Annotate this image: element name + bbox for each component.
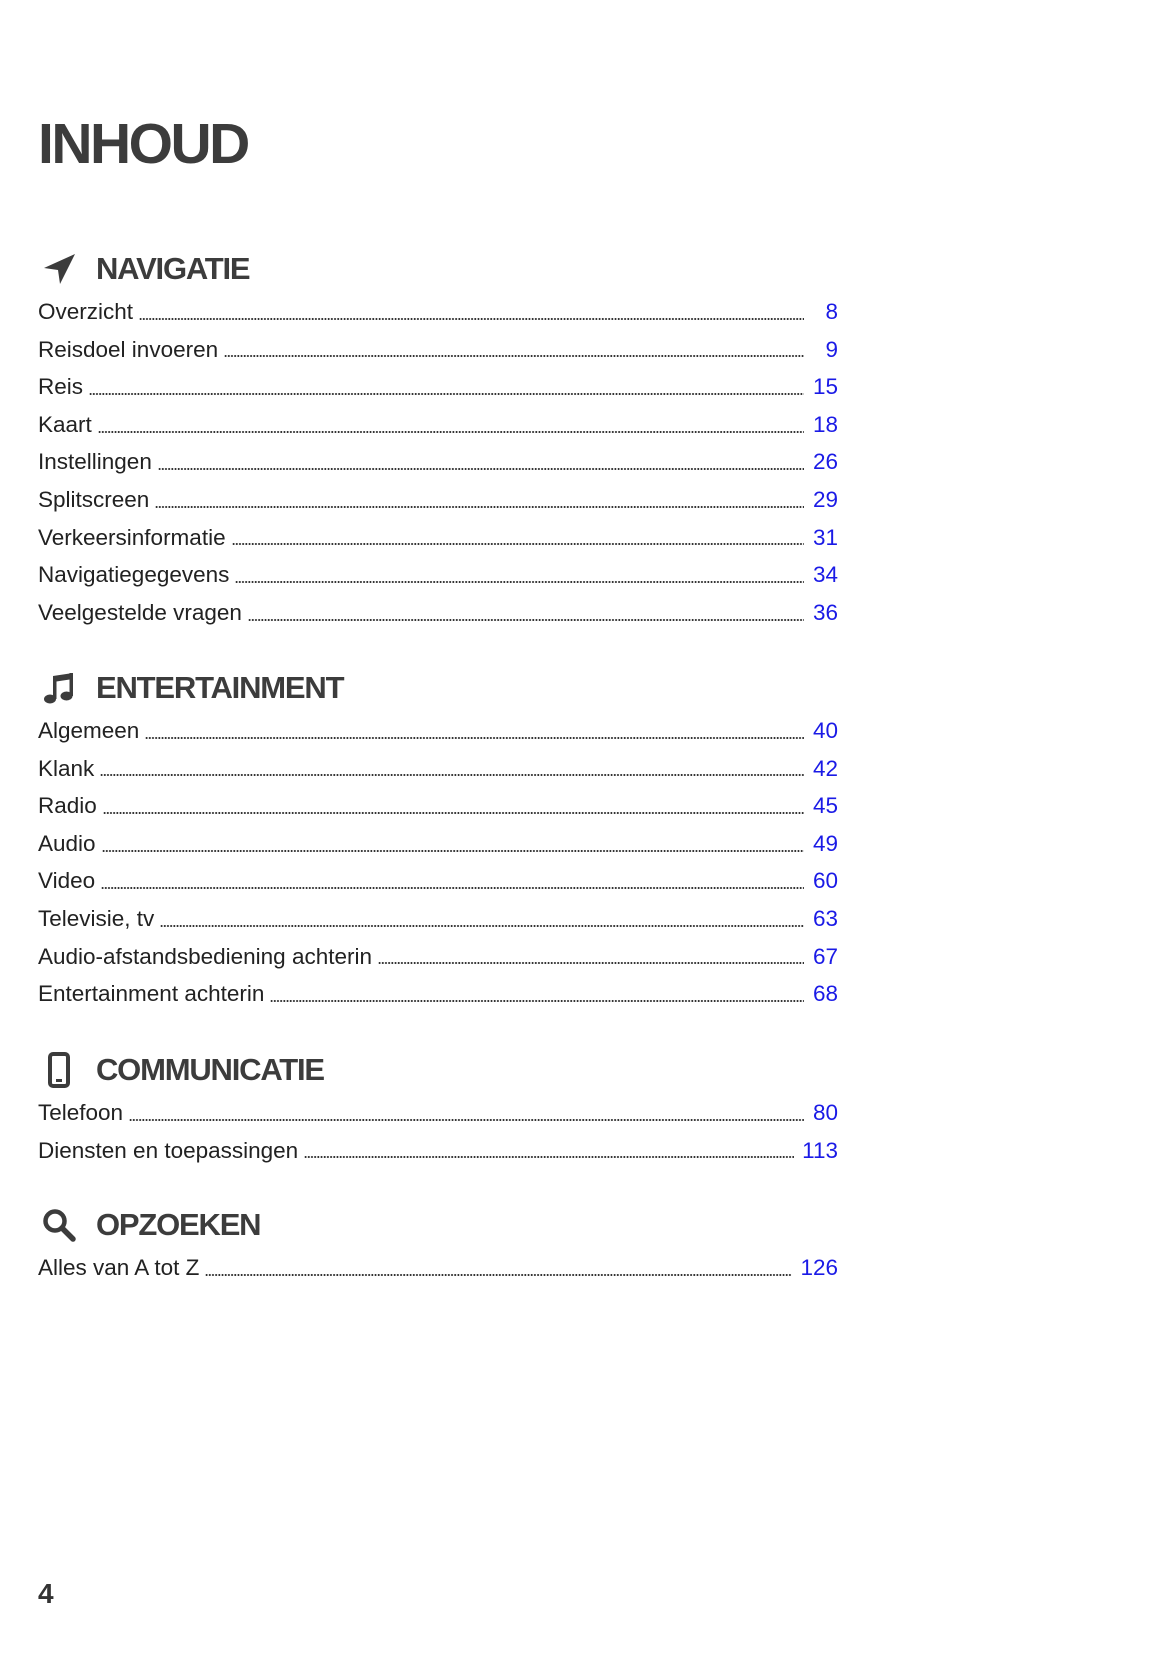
toc-entry-page-link[interactable]: 49	[812, 830, 838, 856]
toc-entry-algemeen[interactable]	[38, 712, 838, 750]
toc-entry-page-link[interactable]: 68	[812, 981, 838, 1007]
toc-entry-label: Navigatiegegevens	[38, 562, 230, 588]
toc-entry-verkeersinformatie[interactable]	[38, 519, 838, 557]
section-navigatie	[38, 247, 838, 631]
toc-entry-kaart[interactable]	[38, 406, 838, 444]
section-title: NAVIGATIE	[96, 251, 250, 286]
page-title: INHOUD	[38, 112, 248, 176]
toc-entry-label: Entertainment achterin	[38, 981, 265, 1007]
toc-entry-page-link[interactable]: 113	[802, 1137, 838, 1163]
toc-entry-label: Splitscreen	[38, 486, 150, 512]
section-title: COMMUNICATIE	[96, 1052, 324, 1087]
toc-entry-label: Radio	[38, 793, 97, 819]
dot-leader	[235, 581, 804, 583]
toc-entry-label: Video	[38, 868, 96, 894]
toc-entry-label: Reisdoel invoeren	[38, 336, 219, 362]
section-opzoeken	[38, 1203, 838, 1287]
toc-entry-label: Instellingen	[38, 449, 152, 475]
section-title: ENTERTAINMENT	[96, 670, 344, 705]
toc-entry-page-link[interactable]: 34	[812, 562, 838, 588]
toc-entry-label: Diensten en toepassingen	[38, 1137, 299, 1163]
toc-entry-diensten-en-toepassingen[interactable]	[38, 1132, 838, 1170]
toc-entry-page-link[interactable]: 26	[812, 449, 838, 475]
dot-leader	[100, 774, 804, 776]
toc-list	[38, 1249, 838, 1287]
toc-entry-page-link[interactable]: 42	[812, 755, 838, 781]
toc-entry-entertainment-achterin[interactable]	[38, 975, 838, 1013]
toc-entry-page-link[interactable]: 18	[812, 411, 838, 437]
toc-entry-page-link[interactable]: 8	[825, 299, 838, 324]
toc-entry-alles-van-a-tot-z[interactable]	[38, 1249, 838, 1287]
toc-entry-video[interactable]	[38, 862, 838, 900]
toc-entry-overzicht[interactable]	[38, 293, 838, 331]
toc-entry-label: Verkeersinformatie	[38, 524, 226, 550]
toc-entry-audio-afstandsbediening-achterin[interactable]	[38, 938, 838, 976]
dot-leader	[205, 1274, 792, 1276]
dot-leader	[158, 468, 804, 470]
section-header	[38, 1203, 838, 1247]
dot-leader	[160, 925, 804, 927]
toc-entry-page-link[interactable]: 80	[812, 1100, 838, 1125]
toc-entry-page-link[interactable]: 29	[812, 486, 838, 512]
dot-leader	[224, 355, 804, 357]
toc-entry-page-link[interactable]: 36	[812, 599, 838, 625]
dot-leader	[103, 812, 804, 814]
section-communicatie	[38, 1048, 838, 1169]
toc-entry-audio[interactable]	[38, 825, 838, 863]
toc-entry-page-link[interactable]: 31	[812, 524, 838, 550]
toc-entry-page-link[interactable]: 40	[812, 718, 838, 743]
toc-entry-label: Telefoon	[38, 1100, 124, 1125]
toc-entry-klank[interactable]	[38, 750, 838, 788]
navigation-arrow-icon	[38, 248, 80, 290]
toc-entry-label: Audio-afstandsbediening achterin	[38, 943, 372, 969]
toc-list	[38, 293, 838, 631]
page-number: 4	[38, 1578, 54, 1609]
dot-leader	[232, 543, 804, 545]
toc-entry-page-link[interactable]: 126	[800, 1255, 838, 1280]
toc-entry-telefoon[interactable]	[38, 1094, 838, 1132]
toc-entry-label: Alles van A tot Z	[38, 1255, 200, 1280]
toc-entry-label: Kaart	[38, 411, 92, 437]
toc-entry-page-link[interactable]: 63	[812, 905, 838, 931]
toc-entry-label: Veelgestelde vragen	[38, 599, 242, 625]
section-header	[38, 666, 838, 710]
dot-leader	[102, 850, 804, 852]
toc-entry-label: Overzicht	[38, 299, 134, 324]
section-header	[38, 1048, 838, 1092]
section-header	[38, 247, 838, 291]
search-icon	[38, 1204, 80, 1246]
toc-entry-veelgestelde-vragen[interactable]	[38, 594, 838, 632]
dot-leader	[129, 1119, 804, 1121]
toc-entry-reisdoel-invoeren[interactable]	[38, 331, 838, 369]
toc-entry-label: Algemeen	[38, 718, 140, 743]
toc-entry-label: Televisie, tv	[38, 905, 155, 931]
dot-leader	[155, 506, 804, 508]
dot-leader	[270, 1000, 804, 1002]
dot-leader	[89, 393, 804, 395]
toc-entry-splitscreen[interactable]	[38, 481, 838, 519]
toc-entry-label: Reis	[38, 374, 84, 400]
toc-entry-page-link[interactable]: 45	[812, 793, 838, 819]
dot-leader	[98, 431, 804, 433]
dot-leader	[248, 619, 804, 621]
dot-leader	[145, 737, 804, 739]
dot-leader	[378, 962, 804, 964]
toc-entry-page-link[interactable]: 67	[812, 943, 838, 969]
toc-entry-navigatiegegevens[interactable]	[38, 556, 838, 594]
dot-leader	[304, 1156, 794, 1158]
toc-list	[38, 1094, 838, 1169]
toc-entry-televisie-tv[interactable]	[38, 900, 838, 938]
toc-entry-label: Audio	[38, 830, 96, 856]
section-entertainment	[38, 666, 838, 1013]
dot-leader	[139, 318, 804, 320]
toc-entry-label: Klank	[38, 755, 95, 781]
toc-entry-instellingen[interactable]	[38, 443, 838, 481]
toc-entry-page-link[interactable]: 60	[812, 868, 838, 894]
phone-icon	[38, 1049, 80, 1091]
toc-list	[38, 712, 838, 1013]
dot-leader	[101, 887, 804, 889]
music-note-icon	[38, 667, 80, 709]
toc-entry-reis[interactable]	[38, 368, 838, 406]
section-title: OPZOEKEN	[96, 1207, 261, 1242]
toc-entry-radio[interactable]	[38, 787, 838, 825]
toc-entry-page-link[interactable]: 15	[812, 374, 838, 400]
toc-entry-page-link[interactable]: 9	[825, 336, 838, 362]
